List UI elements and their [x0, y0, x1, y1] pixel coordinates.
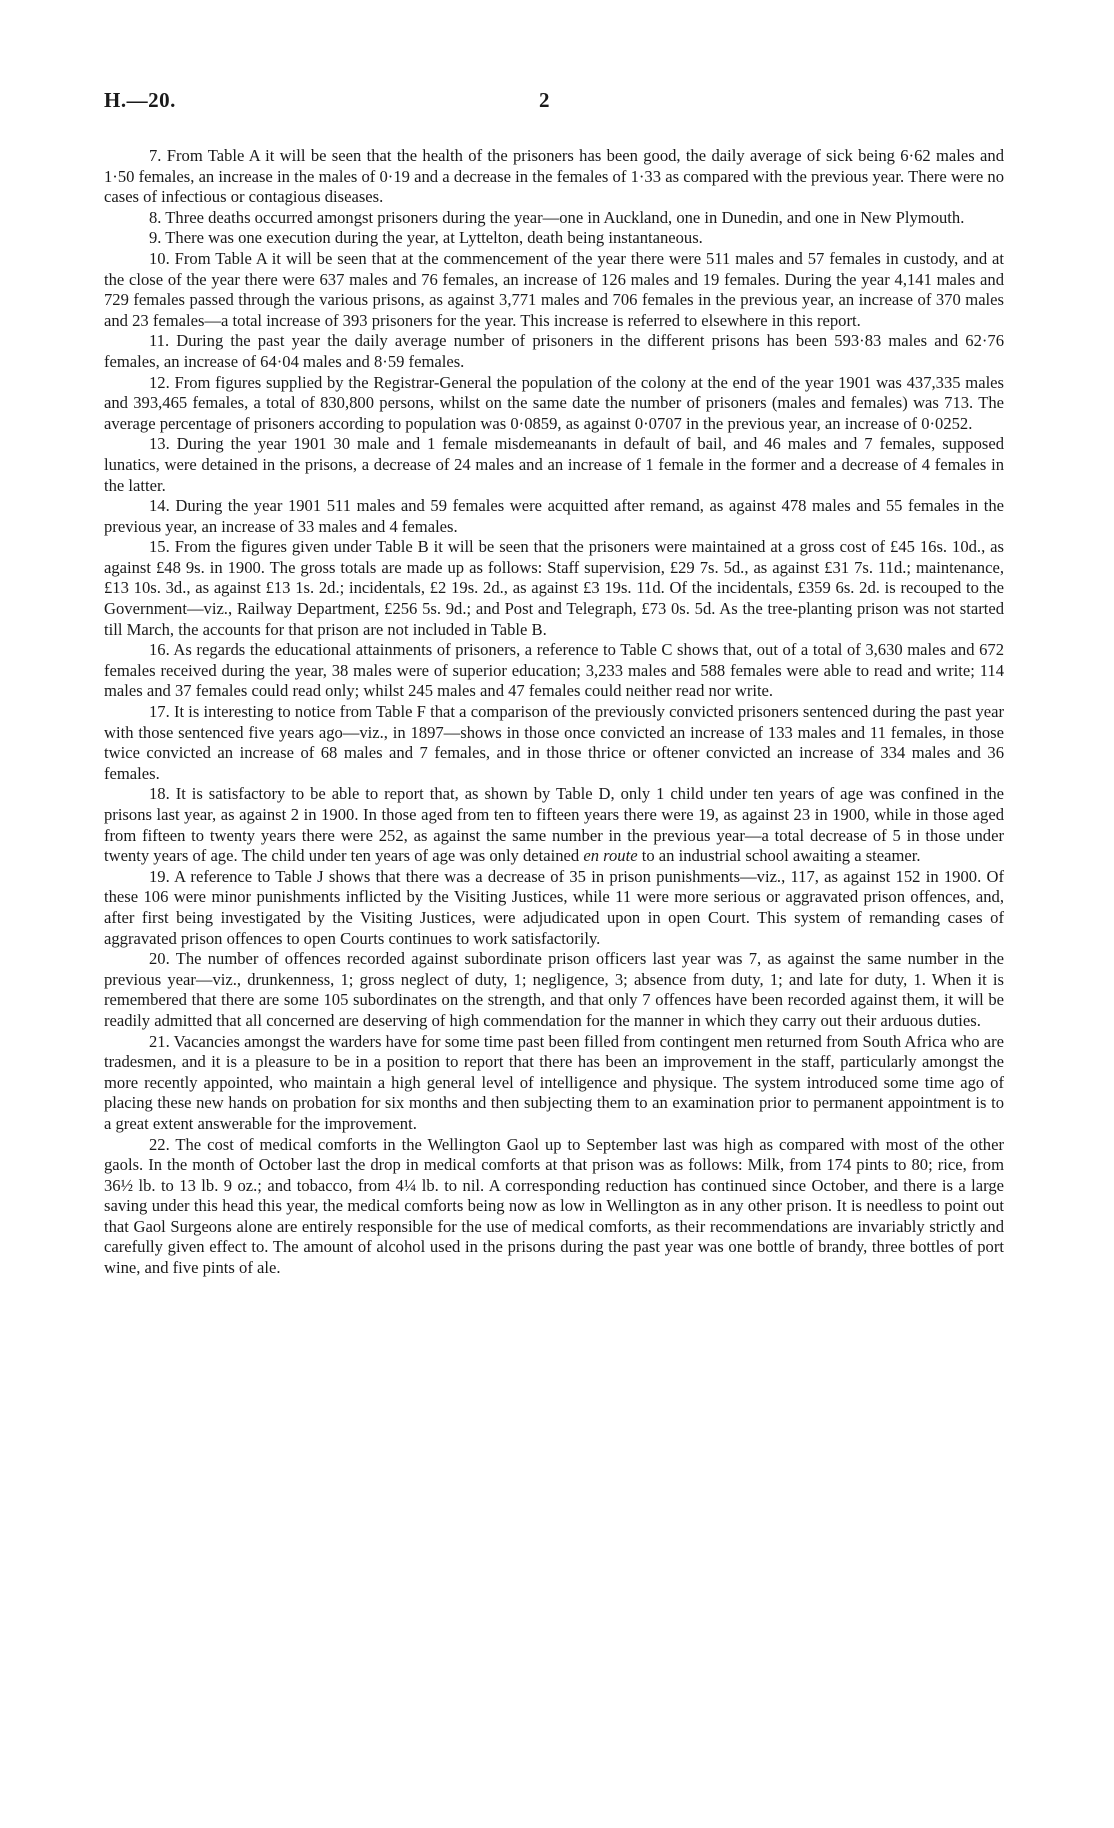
- document-reference: H.—20.: [104, 88, 176, 112]
- paragraph-11: 11. During the past year the daily average number of prisoners in the different prisons has been 593·83 males and 62·76 females, an increase of 64·04 males and 8·59 females.: [104, 331, 1004, 371]
- paragraph-20: 20. The number of offences recorded against subordinate prison officers last year was 7, as against the same number in the previous year—viz., drunkenness, 1; gross neglect of duty, 1; negligence, 3; absence from duty, 1; and late for duty, 1. When it is remembered that there are some 105 subordinates on the strength, and that only 7 offences have been recorded against them, it will be readily admitted that all concerned are deserving of high commendation for the manner in which they carry out their arduous duties.: [104, 949, 1004, 1030]
- paragraph-22: 22. The cost of medical comforts in the Wellington Gaol up to September last was high as compared with most of the other gaols. In the month of October last the drop in medical comforts at that prison was as follows: Milk, from 174 pints to 80; rice, from 36½ lb. to 13 lb. 9 oz.; and tobacco, from 4¼ lb. to nil. A corresponding reduction has continued since October, and there is a large saving under this head this year, the medical comforts being now as low in Wellington as in any other prison. It is needless to point out that Gaol Surgeons alone are entirely responsible for the use of medical comforts, as their recommendations are invariably strictly and carefully given effect to. The amount of alcohol used in the prisons during the past year was one bottle of brandy, three bottles of port wine, and five pints of ale.: [104, 1134, 1004, 1278]
- paragraph-17: 17. It is interesting to notice from Table F that a comparison of the previously convicted prisoners sentenced during the past year with those sentenced five years ago—viz., in 1897—shows in those once convicted an increase of 133 males and 11 females, in those twice convicted an increase of 68 males and 7 females, and in those thrice or oftener convicted an increase of 334 males and 36 females.: [104, 702, 1004, 783]
- paragraph-19: 19. A reference to Table J shows that there was a decrease of 35 in prison punishments—viz., 117, as against 152 in 1900. Of these 106 were minor punishments inflicted by the Visiting Justices, while 11 were more serious or aggravated prison offences, and, after first being investigated by the Visiting Justices, were adjudicated upon in open Court. This system of remanding cases of aggravated prison offences to open Courts continues to work satisfactorily.: [104, 866, 1004, 948]
- paragraph-8: 8. Three deaths occurred amongst prisoners during the year—one in Auckland, one in Dunedin, and one in New Plymouth.: [149, 207, 965, 227]
- paragraph-9: 9. There was one execution during the year, at Lyttelton, death being instantaneous.: [149, 228, 703, 248]
- paragraph-10: 10. From Table A it will be seen that at the commencement of the year there were 511 males and 57 females in custody, and at the close of the year there were 637 males and 76 females, an increase of 126 males and 19 females. During the year 4,141 males and 729 females passed through the various prisons, as against 3,771 males and 706 females in the previous year, an increase of 370 males and 23 females—a total increase of 393 prisoners for the year. This increase is referred to elsewhere in this report.: [104, 248, 1004, 330]
- paragraph-7: 7. From Table A it will be seen that the health of the prisoners has been good, the daily average of sick being 6·62 males and 1·50 females, an increase in the males of 0·19 and a decrease in the females of 1·33 as compared with the previous year. There were no cases of infectious or contagious diseases.: [104, 146, 1004, 207]
- paragraph-16: 16. As regards the educational attainments of prisoners, a reference to Table C shows that, out of a total of 3,630 males and 672 females received during the year, 38 males were of superior education; 3,233 males and 588 females were able to read and write; 114 males and 37 females could read only; whilst 245 males and 47 females could neither read nor write.: [104, 640, 1004, 701]
- paragraph-18: 18. It is satisfactory to be able to report that, as shown by Table D, only 1 child under ten years of age was confined in the prisons last year, as against 2 in 1900. In those aged from ten to fifteen years there were 19, as against 23 in 1900, while in those aged from fifteen to twenty years there were 252, as against the same number in the previous year—a total decrease of 5 in those under twenty years of age. The child under ten years of age was only detained en route to an industrial school awaiting a steamer.: [104, 784, 1004, 866]
- paragraph-15: 15. From the figures given under Table B it will be seen that the prisoners were maintained at a gross cost of £45 16s. 10d., as against £48 9s. in 1900. The gross totals are made up as follows: Staff supervision, £29 7s. 5d., as against £31 7s. 11d.; maintenance, £13 10s. 3d., as against £13 1s. 2d.; incidentals, £2 19s. 2d., as against £3 19s. 11d. Of the incidentals, £359 6s. 2d. is recouped to the Government—viz., Railway Department, £256 5s. 9d.; and Post and Telegraph, £73 0s. 5d. As the tree-planting prison was not started till March, the accounts for that prison are not included in Table B.: [104, 537, 1004, 639]
- paragraph-21: 21. Vacancies amongst the warders have for some time past been filled from contingent men returned from South Africa who are tradesmen, and it is a pleasure to be in a position to report that there has been an improvement in the staff, particularly amongst the more recently appointed, who maintain a high general level of intelligence and physique. The system introduced some time ago of placing these new hands on probation for six months and then subjecting them to an examination prior to permanent appointment is to a great extent answerable for the improvement.: [104, 1031, 1004, 1133]
- paragraph-13: 13. During the year 1901 30 male and 1 female misdemeanants in default of bail, and 46 males and 7 females, supposed lunatics, were detained in the prisons, a decrease of 24 males and an increase of 1 female in the former and a decrease of 4 females in the latter.: [104, 434, 1004, 495]
- report-body: [104, 146, 1004, 1279]
- page-number: 2: [539, 88, 550, 112]
- italic-phrase: en route: [583, 846, 638, 866]
- page-header: [104, 88, 1004, 128]
- paragraph-14: 14. During the year 1901 511 males and 59 females were acquitted after remand, as against 478 males and 55 females in the previous year, an increase of 33 males and 4 females.: [104, 496, 1004, 536]
- paragraph-12: 12. From figures supplied by the Registrar-General the population of the colony at the end of the year 1901 was 437,335 males and 393,465 females, a total of 830,800 persons, whilst on the same date the number of prisoners (males and females) was 713. The average percentage of prisoners according to population was 0·0859, as against 0·0707 in the previous year, an increase of 0·0252.: [104, 372, 1004, 433]
